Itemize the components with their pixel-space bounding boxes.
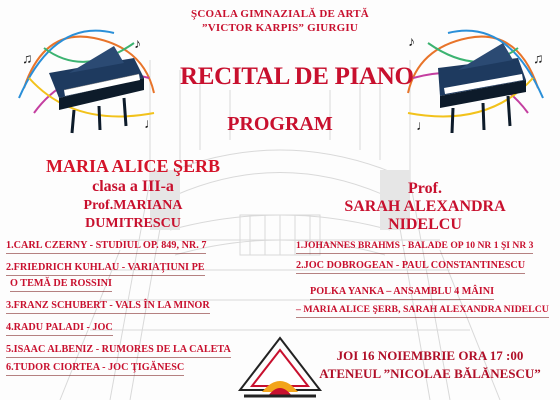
list-item: O TEMĂ DE ROSSINI — [10, 278, 112, 289]
list-item: – MARIA ALICE ŞERB, SARAH ALEXANDRA NIDELCU — [296, 304, 549, 315]
school-name-line2: ”VICTOR KARPIS” GIURGIU — [202, 22, 358, 34]
list-item: 4.RADU PALADI - JOC — [6, 322, 113, 333]
left-program-list — [6, 238, 268, 378]
grand-piano-illustration-right — [398, 18, 548, 148]
list-item: POLKA YANKA – ANSAMBLU 4 MÂINI — [310, 286, 495, 297]
event-date: JOI 16 NOIEMBRIE ORA 17 :00 — [336, 348, 524, 363]
list-item: 3.FRANZ SCHUBERT - VALS ÎN LA MINOR — [6, 300, 210, 311]
music-note-icon: ♪ — [134, 37, 141, 52]
list-item: 2.JOC DOBROGEAN - PAUL CONSTANTINESCU — [296, 260, 526, 271]
svg-text:♩: ♩ — [416, 119, 430, 134]
bottom-ornament — [232, 330, 328, 400]
event-venue: ATENEUL ”NICOLAE BĂLĂNESCU” — [319, 366, 541, 381]
right-teacher-line2: NIDELCU — [388, 216, 462, 233]
grand-piano-illustration-left — [14, 18, 164, 148]
right-teacher-line1: SARAH ALEXANDRA — [344, 198, 506, 215]
list-item: 2.FRIEDRICH KUHLAU - VARIAŢIUNI PE — [6, 262, 205, 273]
list-item: 6.TUDOR CIORTEA - JOC ŢIGĂNESC — [6, 362, 185, 373]
svg-text:♫: ♫ — [533, 52, 544, 67]
recital-title: RECITAL DE PIANO — [180, 63, 414, 90]
svg-text:♪: ♪ — [408, 35, 415, 50]
student-name: MARIA ALICE ŞERB — [45, 156, 221, 176]
student-class: clasa a III-a — [92, 178, 174, 195]
right-teacher-label: Prof. — [408, 180, 442, 197]
school-name-line1: ŞCOALA GIMNAZIALĂ DE ARTĂ — [191, 8, 369, 20]
list-item: 1.JOHANNES BRAHMS - BALADE OP 10 NR 1 ŞI NR 3 — [296, 240, 534, 251]
left-teacher-line2: DUMITRESCU — [85, 216, 181, 231]
treble-clef-icon: ♫ — [22, 52, 33, 67]
list-item: 1.CARL CZERNY - STUDIUL OP. 849, NR. 7 — [6, 240, 207, 251]
left-teacher-line1: Prof.MARIANA — [83, 198, 183, 213]
list-item: 5.ISAAC ALBENIZ - RUMORES DE LA CALETA — [6, 344, 231, 355]
svg-text:♩: ♩ — [144, 117, 158, 132]
program-label: PROGRAM — [227, 113, 333, 135]
right-program-list — [296, 240, 558, 320]
